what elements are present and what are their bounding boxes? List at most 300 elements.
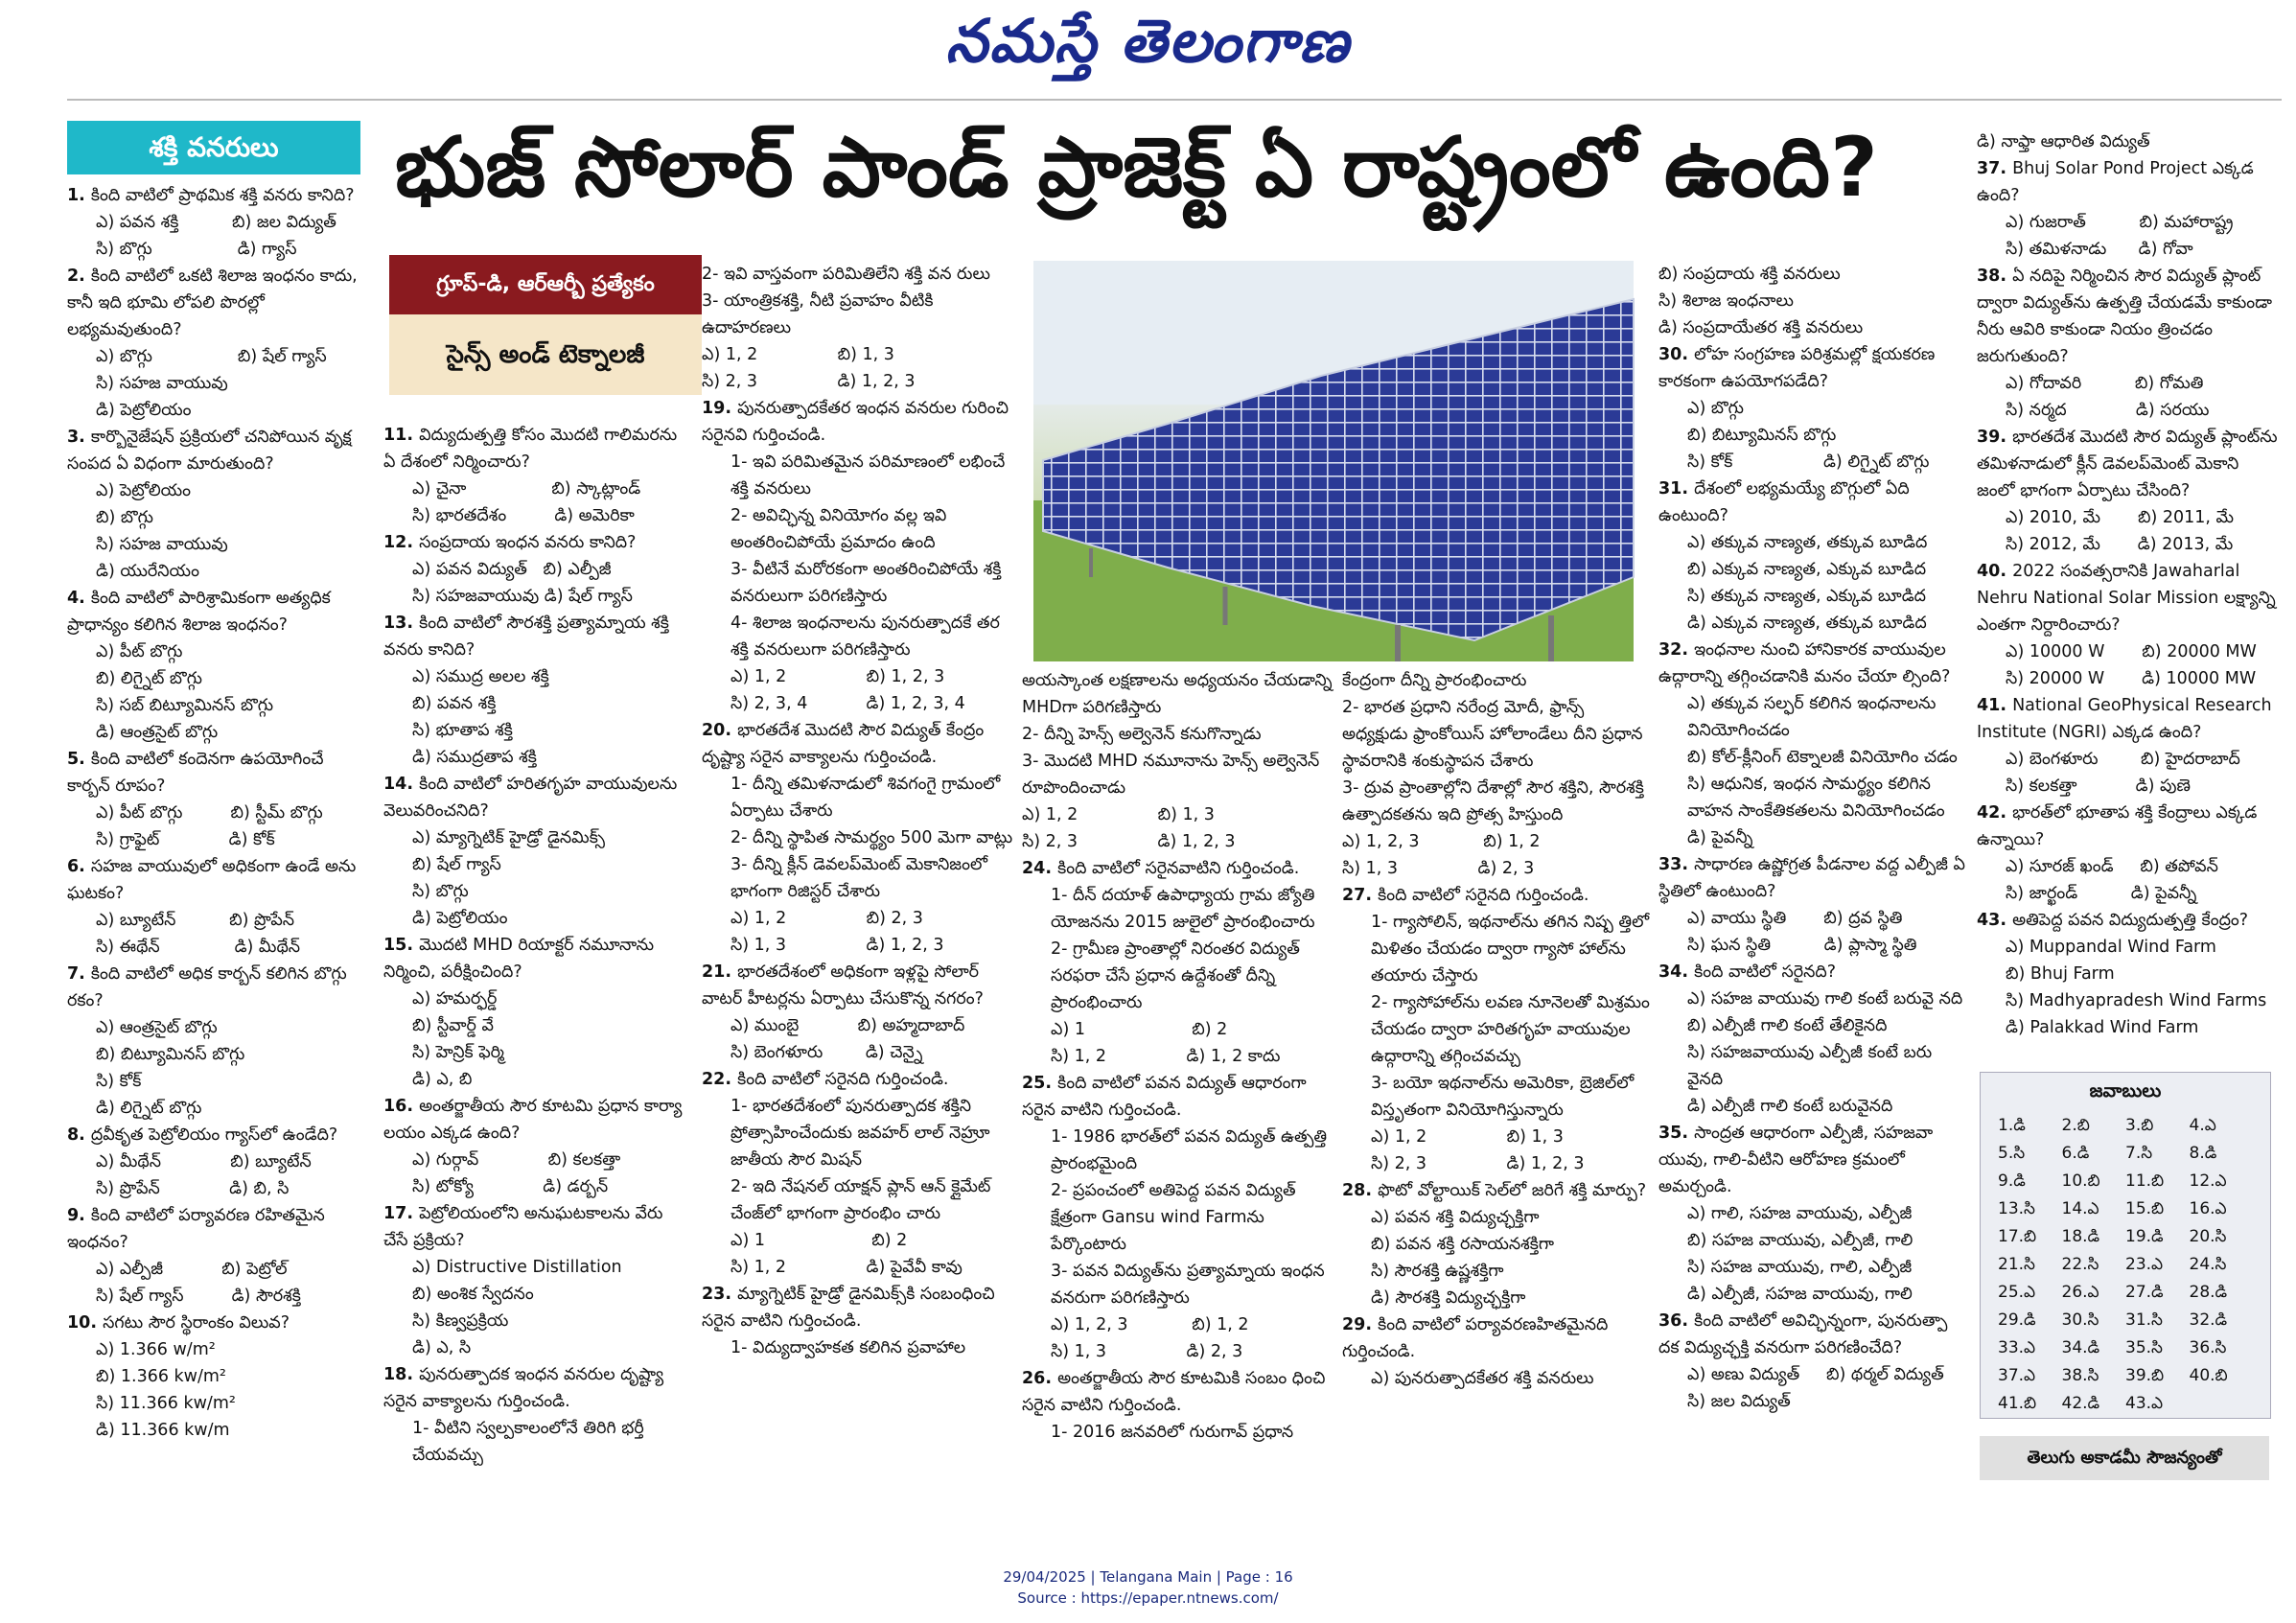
option-text: సి) 1, 2 డి) 1, 2 కాదు	[1051, 1047, 1281, 1066]
option-text: సి) 1, 3 డి) 2, 3	[1051, 1342, 1243, 1361]
option-text: 4- శిలాజ ఇంధనాలను పునరుత్పాదకే తర శక్తి వనరులుగా పరిగణిస్తారు	[731, 614, 1006, 660]
question-text: ద్రవీకృత పెట్రోలియం గ్యాస్‌లో ఉండేది?	[90, 1125, 338, 1145]
question	[383, 529, 690, 556]
answer-item: 17.బి	[1998, 1227, 2037, 1246]
question-number: 20.	[702, 721, 738, 740]
option-text: ఎ) గుర్గావ్ బి) కలకత్తా	[412, 1150, 621, 1170]
question-text: మ్యాగ్నెటిక్ హైడ్రో డైనమిక్స్‌కి సంబంధించి సరైన వాటిని గుర్తించండి.	[702, 1285, 1001, 1331]
answer-item: 30.సి	[2061, 1310, 2099, 1330]
question-text: దేశంలో లభ్యమయ్యే బొగ్గులో ఏది ఉంటుంది?	[1658, 479, 1915, 525]
option-text: సి) గ్రాఫైట్ డి) కోక్	[96, 830, 275, 849]
courtesy-note: తెలుగు అకాడమీ సౌజన్యంతో	[1980, 1436, 2269, 1480]
option-text: ఎ) 1, 2 బి) 1, 3	[702, 345, 894, 364]
question-number: 8.	[67, 1125, 91, 1145]
option-text: బి) ఎక్కువ నాణ్యత, ఎక్కువ బూడిద	[1687, 560, 1927, 579]
question	[1658, 1308, 1967, 1361]
option-text: 1- 1986 భారత్‌లో పవన విద్యుత్ ఉత్పత్తి ప్రారంభమైంది	[1051, 1127, 1333, 1173]
question-number: 34.	[1658, 962, 1695, 982]
question-number: 22.	[702, 1070, 738, 1089]
answer-item: 7.సి	[2125, 1144, 2153, 1163]
option-text: సి) ఈథేన్ డి) మీథేన్	[96, 938, 301, 957]
option-text: డి) ఎ, సి	[412, 1338, 472, 1357]
option-text: ఎ) మ్యాగ్నెటిక్ హైడ్రో డైనమిక్స్	[412, 828, 605, 847]
question	[702, 395, 1018, 449]
question-number: 23.	[702, 1285, 738, 1304]
option-text: సి) బొగ్గు	[412, 882, 469, 901]
option-text: సి) 1, 3 డి) 2, 3	[1342, 859, 1535, 878]
question-text: కింది వాటిలో పారిశ్రామికంగా అత్యధిక ప్రాధాన్యం కలిగిన శిలాజ ఇంధనం?	[67, 589, 336, 635]
option-text: సి) సౌరశక్తి ఉష్ణశక్తిగా	[1371, 1262, 1504, 1281]
question-number: 2.	[67, 267, 91, 286]
option-text: ఎ) 1.366 w/m²	[96, 1340, 216, 1359]
answer-item: 24.సి	[2189, 1255, 2227, 1274]
option-text: ఎ) 1, 2, 3 బి) 1, 2	[1342, 832, 1541, 851]
answer-item: 27.డి	[2125, 1283, 2164, 1302]
question-text: భారతదేశ మొదటి సౌర విద్యుత్ ప్లాంట్‌ను తమిళనాడులో క్లీన్ డెవలప్‌మెంట్ మెకాని జంలో భాగంగా ఏర్పాటు చేసింది?	[1977, 428, 2284, 500]
question	[1342, 1311, 1651, 1365]
option-text: డి) నాఫ్తా ఆధారిత విద్యుత్	[1977, 132, 2150, 151]
answer-item: 34.డి	[2061, 1338, 2100, 1357]
option-text: ఎ) బొగ్గు	[1687, 399, 1744, 418]
option-text: సి) 2012, మే డి) 2013, మే	[2006, 535, 2234, 554]
option-text: ఎ) పవన విద్యుత్ బి) ఎల్పీజీ	[412, 560, 612, 579]
option-text: ఎ) తక్కువ సల్ఫర్ కలిగిన ఇంధనాలను వినియోగించడం	[1687, 694, 1942, 740]
answer-item: 39.బి	[2125, 1366, 2165, 1385]
question-text: సాధారణ ఉష్ణోగ్రత పీడనాల వద్ద ఎల్పీజీ ఏ స్థితిలో ఉంటుంది?	[1658, 855, 1971, 901]
option-text: సి) టోక్యో డి) డర్బన్	[412, 1177, 609, 1196]
question	[67, 182, 370, 209]
option-text: డి) సౌరశక్తి విద్యుచ్ఛక్తిగా	[1371, 1288, 1526, 1308]
option-text: బి) పవన శక్తి	[412, 694, 497, 713]
question-number: 7.	[67, 964, 91, 984]
option-text: సి) సహజ వాయువు	[96, 535, 228, 554]
question-number: 38.	[1977, 267, 2013, 286]
option-text: 3- మొదటి MHD నమూనాను హెన్స్ అల్వెనెన్ రూపొందించాడు	[1022, 752, 1325, 798]
option-text: 1- దీన్ని తమిళనాడులో శివగంగై గ్రామంలో ఏర్పాటు చేశారు	[731, 775, 1006, 821]
option-text: 3- బయో ఇథనాల్‌ను అమెరికా, బ్రెజిల్‌లో విస్తృతంగా వినియోగిస్తున్నారు	[1371, 1074, 1639, 1120]
option-text: 3- వీటినే మరోరకంగా అంతరించిపోయే శక్తి వనరులుగా పరిగణిస్తారు	[731, 560, 1008, 606]
question	[67, 746, 370, 800]
option-text: డి) ఎల్పీజీ, సహజ వాయువు, గాలి	[1687, 1285, 1913, 1304]
question-text: National GeoPhysical Research Institute (NGRI) ఎక్కడ ఉంది?	[1977, 696, 2278, 742]
question-text: లోహ సంగ్రహణ పరిశ్రమల్లో క్షయకరణ కారకంగా ఉపయోగపడేది?	[1658, 345, 1940, 391]
question-number: 14.	[383, 775, 420, 794]
answer-item: 15.బి	[2125, 1199, 2165, 1218]
question	[1977, 155, 2282, 209]
answers-grid	[1981, 1106, 2270, 1417]
question-number: 11.	[383, 426, 420, 445]
question	[67, 424, 370, 477]
option-text: సి) ఘన స్థితి డి) ప్లాస్మా స్థితి	[1687, 936, 1917, 955]
question	[702, 959, 1018, 1012]
option-text: ఎ) ఎల్పీజీ బి) పెట్రోల్	[96, 1260, 288, 1279]
question-text: 2022 సంవత్సరానికి Jawaharlal Nehru National Solar Mission లక్ష్యాన్ని ఎంతగా నిర్దారించారు?	[1977, 562, 2282, 635]
solar-panels-photo	[1033, 261, 1634, 661]
question-number: 36.	[1658, 1311, 1695, 1331]
option-text: సి) జల విద్యుత్	[1687, 1392, 1791, 1411]
option-text: 1- ఇవి పరిమితమైన పరిమాణంలో లభించే శక్తి వనరులు	[731, 452, 1010, 498]
option-text: బి) బొగ్గు	[96, 508, 153, 527]
question	[1022, 855, 1334, 882]
question-text: కింది వాటిలో కందెనగా ఉపయోగించే కార్బన్ రూపం?	[67, 750, 330, 796]
option-text: బి) Bhuj Farm	[2006, 964, 2115, 984]
option-text: సి) ప్రొపేన్ డి) బి, సి	[96, 1179, 290, 1198]
option-text: కేంద్రంగా దీన్ని ప్రారంభించారు	[1342, 671, 1527, 690]
answer-item: 25.ఎ	[1998, 1283, 2036, 1302]
option-text: 1- వీటిని స్వల్పకాలంలోనే తిరిగి భర్తీ చేయవచ్చు	[412, 1419, 650, 1465]
question-number: 3.	[67, 428, 91, 447]
option-text: సి) Madhyapradesh Wind Farms	[2006, 991, 2267, 1010]
question	[383, 610, 690, 663]
option-text: బి) షేల్ గ్యాస్	[412, 855, 501, 874]
option-text: ఎ) తక్కువ నాణ్యత, తక్కువ బూడిద	[1687, 533, 1928, 552]
option-text: సి) భారతదేశం డి) అమెరికా	[412, 506, 635, 525]
question-number: 30.	[1658, 345, 1695, 364]
question-number: 13.	[383, 614, 420, 633]
answers-box	[1980, 1072, 2271, 1419]
answer-item: 10.బి	[2061, 1171, 2100, 1191]
question	[1342, 882, 1651, 909]
question-column-1	[67, 182, 370, 1467]
question-text: విద్యుదుత్పత్తి కోసం మొదటి గాలిమరను ఏ దేశంలో నిర్మించారు?	[383, 426, 683, 472]
question-number: 26.	[1022, 1369, 1058, 1388]
option-text: ఎ) సహజ వాయువు గాలి కంటే బరువై నది	[1687, 989, 1963, 1009]
question-number: 24.	[1022, 859, 1058, 878]
question-column-2	[383, 422, 690, 1467]
question-text: భారతదేశంలో అధికంగా ఇళ్లపై సోలార్ వాటర్ హీటర్లను ఏర్పాటు చేసుకొన్న నగరం?	[702, 962, 985, 1009]
question	[1658, 1120, 1967, 1200]
answer-item: 38.సి	[2061, 1366, 2099, 1385]
question	[1658, 475, 1967, 529]
question-text: కింది వాటిలో పర్యావరణ రహితమైన ఇంధనం?	[67, 1206, 331, 1252]
question	[1022, 1365, 1334, 1419]
option-text: ఎ) ఆంత్రసైట్ బొగ్గు	[96, 1018, 218, 1037]
answer-item: 31.సి	[2125, 1310, 2163, 1330]
question-text: కింది వాటిలో సరైనది గుర్తించండి.	[1378, 886, 1589, 905]
option-text: ఎ) అణు విద్యుత్ బి) థర్మల్ విద్యుత్	[1687, 1365, 1944, 1384]
option-text: ఎ) వాయు స్థితి బి) ద్రవ స్థితి	[1687, 909, 1903, 928]
answers-title: జవాబులు	[2089, 1080, 2162, 1101]
question-number: 33.	[1658, 855, 1695, 874]
answer-item: 11.బి	[2125, 1171, 2165, 1191]
option-text: 3- పవన విద్యుత్‌ను ప్రత్యామ్నాయ ఇంధన వనరుగా పరిగణిస్తారు	[1051, 1262, 1331, 1308]
option-text: సి) సబ్ బిట్యూమినస్ బొగ్గు	[96, 696, 274, 715]
question-text: కింది వాటిలో అవిచ్ఛిన్నంగా, పునరుత్పా దక విద్యుచ్ఛక్తి వనరుగా పరిగణించేది?	[1658, 1311, 1953, 1357]
option-text: సి) 2, 3 డి) 1, 2, 3	[702, 372, 916, 391]
question-text: కింది వాటిలో అధిక కార్బన్ కలిగిన బొగ్గు రకం?	[67, 964, 353, 1010]
option-text: ఎ) బొగ్గు బి) షేల్ గ్యాస్	[96, 347, 327, 366]
option-text: 1- భారతదేశంలో పునరుత్పాదక శక్తిని ప్రోత్సాహించేందుకు జవహర్ లాల్ నెహ్రూ జాతీయ సౌర మిషన్	[731, 1097, 996, 1170]
option-text: ఎ) Muppandal Wind Farm	[2006, 938, 2216, 957]
question-number: 37.	[1977, 159, 2013, 178]
group-box	[389, 255, 702, 395]
option-text: బి) లిగ్నైట్ బొగ్గు	[96, 669, 202, 688]
option-text: ఎ) 2010, మే బి) 2011, మే	[2006, 508, 2235, 527]
question	[383, 422, 690, 475]
option-text: ఎ) Distructive Distillation	[412, 1258, 622, 1277]
option-text: డి) పెట్రోలియం	[412, 909, 508, 928]
option-text: బి) సహజ వాయువు, ఎల్పీజీ, గాలి	[1687, 1231, 1913, 1250]
question-text: సాంద్రత ఆధారంగా ఎల్పీజీ, సహజవా యువు, గాలి-వీటిని ఆరోహణ క్రమంలో అమర్చండి.	[1658, 1124, 1938, 1196]
option-text: సి) బెంగళూరు డి) చెన్నై	[731, 1043, 923, 1062]
question-text: Bhuj Solar Pond Project ఎక్కడ ఉంది?	[1977, 159, 2260, 205]
question-text: కింది వాటిలో సౌరశక్తి ప్రత్యామ్నాయ శక్తి వనరు కానిది?	[383, 614, 675, 660]
option-text: బి) కోల్-క్లీనింగ్ టెక్నాలజీ వినియోగిం చడం	[1687, 748, 1958, 767]
option-text: ఎ) పెట్రోలియం	[96, 481, 192, 500]
solar-panel-illustration	[1033, 261, 1634, 661]
answer-item: 6.డి	[2061, 1144, 2090, 1163]
option-text: ఎ) సముద్ర అలల శక్తి	[412, 667, 549, 686]
question-number: 31.	[1658, 479, 1695, 498]
answer-item: 14.ఎ	[2061, 1199, 2099, 1218]
option-text: సి) సహజవాయువు డి) షేల్ గ్యాస్	[412, 587, 633, 606]
question	[383, 771, 690, 824]
answer-item: 37.ఎ	[1998, 1366, 2036, 1385]
answer-item: 21.సి	[1998, 1255, 2035, 1274]
answer-item: 22.సి	[2061, 1255, 2099, 1274]
question-number: 17.	[383, 1204, 420, 1223]
question-text: అతిపెద్ద పవన విద్యుదుత్పత్తి కేంద్రం?	[2012, 911, 2249, 930]
option-text: సి) షేల్ గ్యాస్ డి) సౌరశక్తి	[96, 1287, 301, 1306]
footer-source: Source : https://epaper.ntnews.com/	[1017, 1589, 1279, 1607]
question-number: 29.	[1342, 1315, 1379, 1334]
option-text: ఎ) బ్యూటేన్ బి) ప్రొపేన్	[96, 911, 295, 930]
option-text: ఎ) పవన శక్తి బి) జల విద్యుత్	[96, 213, 336, 232]
answer-item: 26.ఎ	[2061, 1283, 2099, 1302]
question	[67, 263, 370, 343]
option-text: ఎ) చైనా బి) స్కాట్లాండ్	[412, 479, 641, 498]
option-text: సి) సహజవాయువు ఎల్పీజీ కంటే బరు వైనది	[1687, 1043, 1937, 1089]
option-text: ఎ) 1, 2, 3 బి) 1, 2	[1051, 1315, 1249, 1334]
option-text: సి) సహజ వాయువు, గాలి, ఎల్పీజీ	[1687, 1258, 1913, 1277]
question-text: కింది వాటిలో సరైనది?	[1694, 962, 1837, 982]
option-text: 1- గ్యాసోలిన్, ఇథనాల్‌ను తగిన నిష్ప త్తిలో మిళితం చేయడం ద్వారా గ్యాసో హాల్‌ను తయారు చేస్తారు	[1371, 913, 1655, 985]
option-text: సి) భూతాప శక్తి	[412, 721, 513, 740]
answer-item: 1.డి	[1998, 1116, 2026, 1135]
masthead-logo: నమస్తే తెలంగాణ	[945, 6, 1351, 76]
question-text: కింది వాటిలో హరితగృహ వాయువులను వెలువరించనిది?	[383, 775, 683, 821]
option-text: సి) 1, 3 డి) 1, 2, 3	[731, 936, 944, 955]
option-text: ఎ) 1, 2 బి) 1, 2, 3	[731, 667, 945, 686]
question-number: 25.	[1022, 1074, 1058, 1093]
option-text: డి) లిగ్నైట్ బొగ్గు	[96, 1099, 202, 1118]
question	[383, 932, 690, 985]
answer-item: 13.సి	[1998, 1199, 2035, 1218]
option-text: సి) 20000 W డి) 10000 MW	[2006, 669, 2257, 688]
option-text: 2- ఇవి వాస్తవంగా పరిమితిలేని శక్తి వన రులు	[702, 265, 990, 284]
question	[383, 1200, 690, 1254]
option-text: బి) సంప్రదాయ శక్తి వనరులు	[1658, 265, 1841, 284]
option-text: డి) 11.366 kw/m	[96, 1421, 230, 1440]
option-text: సి) బొగ్గు డి) గ్యాస్	[96, 240, 297, 259]
option-text: సి) నర్మద డి) సరయు	[2006, 401, 2210, 420]
option-text: 2- ఇది నేషనల్ యాక్షన్ ప్లాన్ ఆన్ క్లైమేట్ చేంజ్‌లో భాగంగా ప్రారంభిం చారు	[731, 1177, 996, 1223]
answer-item: 33.ఎ	[1998, 1338, 2036, 1357]
question-text: ఫొటో వోల్టాయిక్ సెల్‌లో జరిగే శక్తి మార్పు?	[1378, 1181, 1647, 1200]
answer-item: 23.ఎ	[2125, 1255, 2164, 1274]
option-text: 2- దీన్ని స్థాపిత సామర్థ్యం 500 మెగా వాట్లు	[731, 828, 1013, 847]
option-text: డి) Palakkad Wind Farm	[2006, 1018, 2199, 1037]
option-text: ఎ) గుజరాత్ బి) మహారాష్ట్ర	[2006, 213, 2234, 232]
question	[1977, 692, 2282, 746]
option-text: 3- ద్రువ ప్రాంతాల్లోని దేశాల్లో సౌర శక్తిని, సౌరశక్తి ఉత్పాదకతను ఇది ప్రోత్స హిస్తుంది	[1342, 778, 1650, 824]
answer-item: 35.సి	[2125, 1338, 2163, 1357]
question-text: సగటు సౌర స్థిరాంకం విలువ?	[103, 1313, 290, 1333]
question-number: 35.	[1658, 1124, 1695, 1143]
group-box-subtitle: సైన్స్ అండ్ టెక్నాలజీ	[446, 340, 645, 369]
question-number: 4.	[67, 589, 91, 608]
option-text: డి) యురేనియం	[96, 562, 199, 581]
question-number: 43.	[1977, 911, 2013, 930]
question-column-4	[1022, 667, 1338, 1467]
answer-item: 40.బి	[2189, 1366, 2228, 1385]
option-text: ఎ) సూరజ్ ఖండ్ బి) తపోవన్	[2006, 857, 2218, 876]
option-text: డి) ఎక్కువ నాణ్యత, తక్కువ బూడిద	[1687, 614, 1927, 633]
option-text: సి) సహజ వాయువు	[96, 374, 228, 393]
question	[1977, 800, 2282, 853]
question-column-3	[702, 261, 1018, 1467]
question	[67, 961, 370, 1014]
question-number: 9.	[67, 1206, 91, 1225]
question-text: కింది వాటిలో సరైనవాటిని గుర్తించండి.	[1057, 859, 1300, 878]
option-text: సి) హెన్రిక్ ఫెర్మి	[412, 1043, 504, 1062]
question	[383, 1361, 690, 1415]
option-text: డి) పెట్రోలియం	[96, 401, 192, 420]
option-text: ఎ) 1, 2 బి) 2, 3	[731, 909, 923, 928]
question	[1658, 851, 1971, 905]
question-number: 27.	[1342, 886, 1379, 905]
question	[1977, 263, 2282, 370]
question-number: 6.	[67, 857, 91, 876]
question-number: 15.	[383, 936, 420, 955]
answer-item: 8.డి	[2189, 1144, 2217, 1163]
answer-item: 41.బి	[1998, 1394, 2037, 1413]
answer-item: 42.డి	[2061, 1394, 2100, 1413]
answer-item: 5.సి	[1998, 1144, 2026, 1163]
option-text: 3- దీన్ని క్లీన్ డెవలప్‌మెంట్ మెకానిజంలో భాగంగా రిజిస్టర్ చేశారు	[731, 855, 993, 901]
answer-item: 36.సి	[2189, 1338, 2227, 1357]
answer-item: 3.బి	[2125, 1116, 2154, 1135]
answer-item: 32.డి	[2189, 1310, 2228, 1330]
question-column-5	[1342, 667, 1656, 1467]
question-column-6	[1658, 261, 1971, 1467]
question-number: 40.	[1977, 562, 2013, 581]
answer-item: 19.డి	[2125, 1227, 2164, 1246]
page-headline: భుజ్ సోలార్ పాండ్ ప్రాజెక్ట్ ఏ రాష్ట్రంలో ఉంది?	[395, 120, 1878, 216]
question-text: మొదటి MHD రియాక్టర్ నమూనాను నిర్మించి, పరీక్షించింది?	[383, 936, 660, 982]
section-tag: శక్తి వనరులు	[67, 121, 360, 174]
option-text: ఎ) హమర్ఫర్డ్	[412, 989, 498, 1009]
option-text: సి) 2, 3, 4 డి) 1, 2, 3, 4	[731, 694, 965, 713]
question-number: 10.	[67, 1313, 104, 1333]
option-text: ఎ) 10000 W బి) 20000 MW	[2006, 642, 2257, 661]
option-text: సి) జార్ఖండ్ డి) పైవన్నీ	[2006, 884, 2197, 903]
option-text: సి) 1, 2 డి) పైవేవీ కావు	[731, 1258, 962, 1277]
question-text: కింది వాటిలో ఒకటి శిలాజ ఇంధనం కాదు, కానీ ఇది భూమి లోపలి పొరల్లో లభ్యమవుతుంది?	[67, 267, 363, 339]
answer-item: 4.ఎ	[2189, 1116, 2216, 1135]
question	[67, 1202, 370, 1256]
question-number: 21.	[702, 962, 738, 982]
option-text: సి) తమిళనాడు డి) గోవా	[2006, 240, 2193, 259]
option-text: సి) ఆధునిక, ఇంధన సామర్థ్యం కలిగిన వాహన సాంకేతికతలను వినియోగించడం	[1687, 775, 1945, 821]
option-text: ఎ) బెంగళూరు బి) హైదరాబాద్	[2006, 750, 2240, 769]
option-text: ఎ) గోదావరి బి) గోమతి	[2006, 374, 2204, 393]
question-number: 18.	[383, 1365, 420, 1384]
option-text: డి) ఎల్పీజీ గాలి కంటే బరువైనది	[1687, 1097, 1893, 1116]
divider	[67, 99, 2282, 101]
option-text: డి) పైవన్నీ	[1687, 828, 1753, 847]
answer-item: 28.డి	[2189, 1283, 2228, 1302]
question-text: కింది వాటిలో పవన విద్యుత్ ఆధారంగా సరైన వాటిని గుర్తించండి.	[1022, 1074, 1312, 1120]
question-number: 39.	[1977, 428, 2013, 447]
question	[67, 1122, 370, 1148]
question-number: 32.	[1658, 640, 1695, 660]
option-text: 2- దీన్ని హెన్స్ అల్వెనెన్ కనుగొన్నాడు	[1022, 725, 1262, 744]
option-text: ఎ) పునరుత్పాదకేతర శక్తి వనరులు	[1371, 1369, 1594, 1388]
question-number: 42.	[1977, 803, 2013, 823]
option-text: సి) కోక్	[96, 1072, 142, 1091]
option-text: ఎ) 1, 2 బి) 1, 3	[1371, 1127, 1564, 1147]
question-text: భారత్‌లో భూతాప శక్తి కేంద్రాలు ఎక్కడ ఉన్నాయి?	[1977, 803, 2262, 849]
question	[1658, 637, 1967, 690]
option-text: బి) 1.366 kw/m²	[96, 1367, 226, 1386]
question	[702, 1281, 1018, 1334]
question-text: కింది వాటిలో సరైనది గుర్తించండి.	[737, 1070, 949, 1089]
option-text: బి) స్టీవార్డ్ వే	[412, 1016, 494, 1035]
option-text: డి) సంప్రదాయేతర శక్తి వనరులు	[1658, 318, 1864, 337]
question	[1022, 1070, 1334, 1124]
option-text: 1- విద్యుద్వాహకత కలిగిన ప్రవాహాల	[731, 1338, 966, 1357]
question-text: కింది వాటిలో పర్యావరణహితమైనది గుర్తించండి.	[1342, 1315, 1613, 1361]
question	[1658, 959, 1967, 985]
question	[1977, 558, 2282, 638]
footer-date: 29/04/2025 | Telangana Main | Page : 16	[1003, 1568, 1293, 1586]
question-text: భారతదేశ మొదటి సౌర విద్యుత్ కేంద్రం దృష్ట్యా సరైన వాక్యాలను గుర్తించండి.	[702, 721, 989, 767]
option-text: డి) ఆంత్రసైట్ బొగ్గు	[96, 723, 219, 742]
answer-item: 16.ఎ	[2189, 1199, 2227, 1218]
question-number: 19.	[702, 399, 738, 418]
answer-item: 2.బి	[2061, 1116, 2090, 1135]
option-text: డి) సముద్రతాప శక్తి	[412, 748, 537, 767]
question-text: సహజ వాయువులో అధికంగా ఉండే అను ఘటకం?	[67, 857, 361, 903]
question-text: పెట్రోలియంలోని అనుఘటకాలను వేరు చేసే ప్రక్రియ?	[383, 1204, 669, 1250]
question	[383, 1093, 690, 1147]
question-text: ఏ నదిపై నిర్మించిన సౌర విద్యుత్ ప్లాంట్ ద్వారా విద్యుత్‌ను ఉత్పత్తి చేయడమే కాకుండా నీరు ఆవిరి కాకుండా నియం త్రించడం జరుగుతుంది?	[1977, 267, 2278, 366]
question-number: 12.	[383, 533, 420, 552]
option-text: ఎ) పవన శక్తి విద్యుచ్ఛక్తిగా	[1371, 1208, 1540, 1227]
question	[67, 585, 370, 638]
question-number: 5.	[67, 750, 91, 769]
option-text: బి) ఎల్పీజీ గాలి కంటే తేలికైనది	[1687, 1016, 1888, 1035]
option-text: 3- యాంత్రికశక్తి, నీటి ప్రవాహం వీటికి ఉదాహరణలు	[702, 291, 939, 337]
option-text: సి) 2, 3 డి) 1, 2, 3	[1371, 1154, 1585, 1173]
question-text: సంప్రదాయ ఇంధన వనరు కానిది?	[419, 533, 637, 552]
question-number: 41.	[1977, 696, 2013, 715]
question	[702, 1066, 1018, 1093]
option-text: 2- గ్యాసోహాల్‌ను లవణ నూనెలతో మిశ్రమం చేయడం ద్వారా హరితగృహ వాయువుల ఉద్గారాన్ని తగ్గించవచ్చు	[1371, 993, 1656, 1066]
option-text: ఎ) గాలి, సహజ వాయువు, ఎల్పీజీ	[1687, 1204, 1913, 1223]
option-text: డి) ఎ, బి	[412, 1070, 473, 1089]
option-text: ఎ) పీట్ బొగ్గు బి) స్టీమ్ బొగ్గు	[96, 803, 323, 823]
question-number: 16.	[383, 1097, 420, 1116]
answer-item: 20.సి	[2189, 1227, 2227, 1246]
question-text: కార్బొనైజేషన్ ప్రక్రియలో చనిపోయిన వృక్ష సంపద ఏ విధంగా మారుతుంది?	[67, 428, 358, 474]
option-text: సి) 11.366 kw/m²	[96, 1394, 236, 1413]
question-text: అంతర్జాతీయ సౌర కూటమి ప్రధాన కార్యా లయం ఎక్కడ ఉంది?	[383, 1097, 688, 1143]
option-text: 2- గ్రామీణ ప్రాంతాల్లో నిరంతర విద్యుత్ సరఫరా చేసే ప్రధాన ఉద్దేశంతో దీన్ని ప్రారంభించారు	[1051, 939, 1306, 1012]
option-text: ఎ) పీట్ బొగ్గు	[96, 642, 183, 661]
option-text: అయస్కాంత లక్షణాలను అధ్యయనం చేయడాన్ని MHDగా పరిగణిస్తారు	[1022, 671, 1338, 717]
